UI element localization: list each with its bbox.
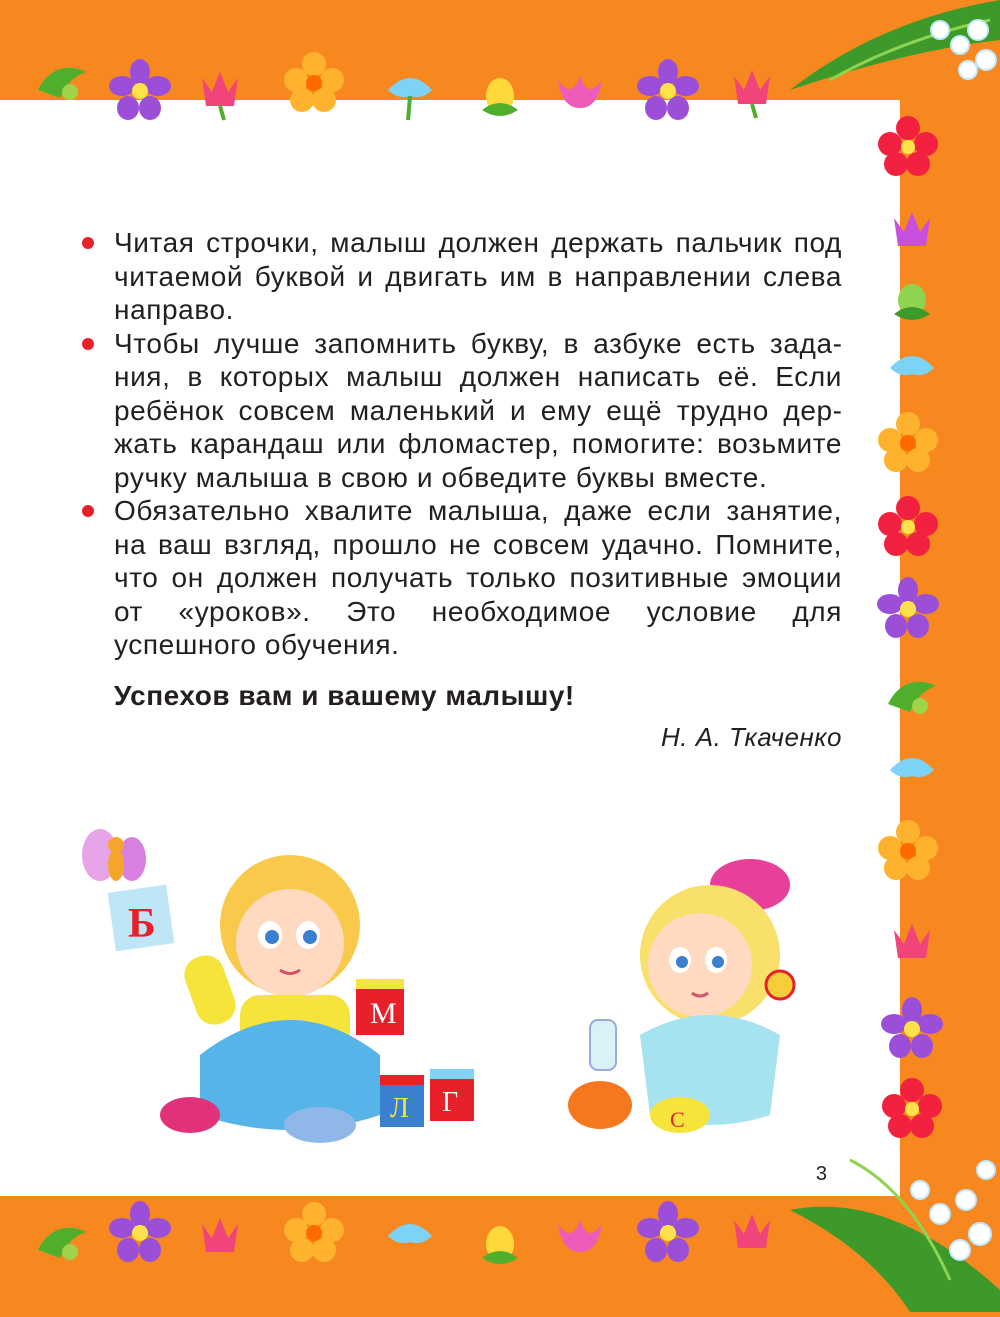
green-leaf-flower-icon — [30, 46, 94, 110]
bullet-text: Чтобы лучше запомнить букву, в азбуке есть задания, в которых малыш должен написать её. Если ребёнок совсем маленький и ему ещё трудно держать карандаш или фломастер, помогите: возьмите ручку малыша в свою и обведите буквы вместе. — [114, 327, 842, 493]
pink-lily-icon — [548, 1200, 612, 1264]
blue-bell-flower-icon — [378, 60, 442, 124]
card-letter: Б — [128, 901, 156, 947]
girl-figure — [568, 859, 794, 1133]
bullet-dot-icon — [82, 338, 94, 350]
green-leaf-flower-icon — [30, 1206, 94, 1270]
orange-flower-icon — [876, 818, 940, 882]
block-letter: М — [370, 997, 397, 1030]
blue-bell-flower-icon — [378, 1206, 442, 1270]
pink-lily-icon — [548, 56, 612, 120]
shoe-letter: С — [670, 1107, 685, 1132]
block-letter: Г — [442, 1087, 459, 1118]
blue-bell-flower-icon — [880, 740, 944, 804]
purple-flower-icon — [636, 58, 700, 122]
bullet-item — [78, 226, 842, 327]
bullet-text: Обязательно хвалите малыша, даже если занятие, на ваш взгляд, прошло не совсем удачно. Помните, что он должен получать только позитивные эмоции от «уроков». Это необходимое условие для успешного обучения. — [114, 495, 842, 660]
purple-flower-icon — [880, 996, 944, 1060]
green-bud-icon — [880, 270, 944, 334]
purple-flower-icon — [876, 576, 940, 640]
green-leaf-flower-icon — [880, 660, 944, 724]
pink-tulip-icon — [880, 910, 944, 974]
closing-wish: Успехов вам и вашему малышу! — [114, 679, 575, 711]
bullet-item — [78, 494, 842, 662]
lily-of-the-valley-icon — [790, 0, 1000, 110]
letter-card — [106, 883, 176, 953]
page-number: 3 — [815, 1163, 827, 1185]
pink-tulip-icon — [720, 1200, 784, 1264]
pink-tulip-icon — [188, 58, 252, 122]
pink-tulip-icon — [720, 56, 784, 120]
blue-bell-flower-icon — [880, 338, 944, 402]
orange-flower-icon — [282, 1200, 346, 1264]
orange-flower-icon — [282, 50, 346, 114]
boy-figure — [160, 855, 380, 1143]
yellow-bud-icon — [468, 1214, 532, 1278]
children-illustration — [80, 815, 840, 1155]
purple-flower-icon — [108, 58, 172, 122]
bullet-dot-icon — [82, 505, 94, 517]
red-flower-icon — [880, 1076, 944, 1140]
purple-flower-icon — [108, 1200, 172, 1264]
bullet-dot-icon — [82, 237, 94, 249]
red-flower-icon — [876, 494, 940, 558]
butterfly-icon — [82, 829, 146, 881]
author-signature: Н. А. Ткаченко — [661, 721, 842, 752]
purple-tulip-icon — [880, 198, 944, 262]
purple-flower-icon — [636, 1200, 700, 1264]
bullet-text: Читая строчки, малыш должен держать пальчик под читаемой буквой и двигать им в направлении слева направо. — [114, 227, 842, 325]
orange-flower-icon — [876, 410, 940, 474]
block-letter: Л — [390, 1093, 409, 1124]
instructions-text — [78, 226, 842, 753]
red-flower-icon — [876, 114, 940, 178]
yellow-bud-icon — [468, 66, 532, 130]
bullet-item — [78, 327, 842, 495]
pink-tulip-icon — [188, 1204, 252, 1268]
